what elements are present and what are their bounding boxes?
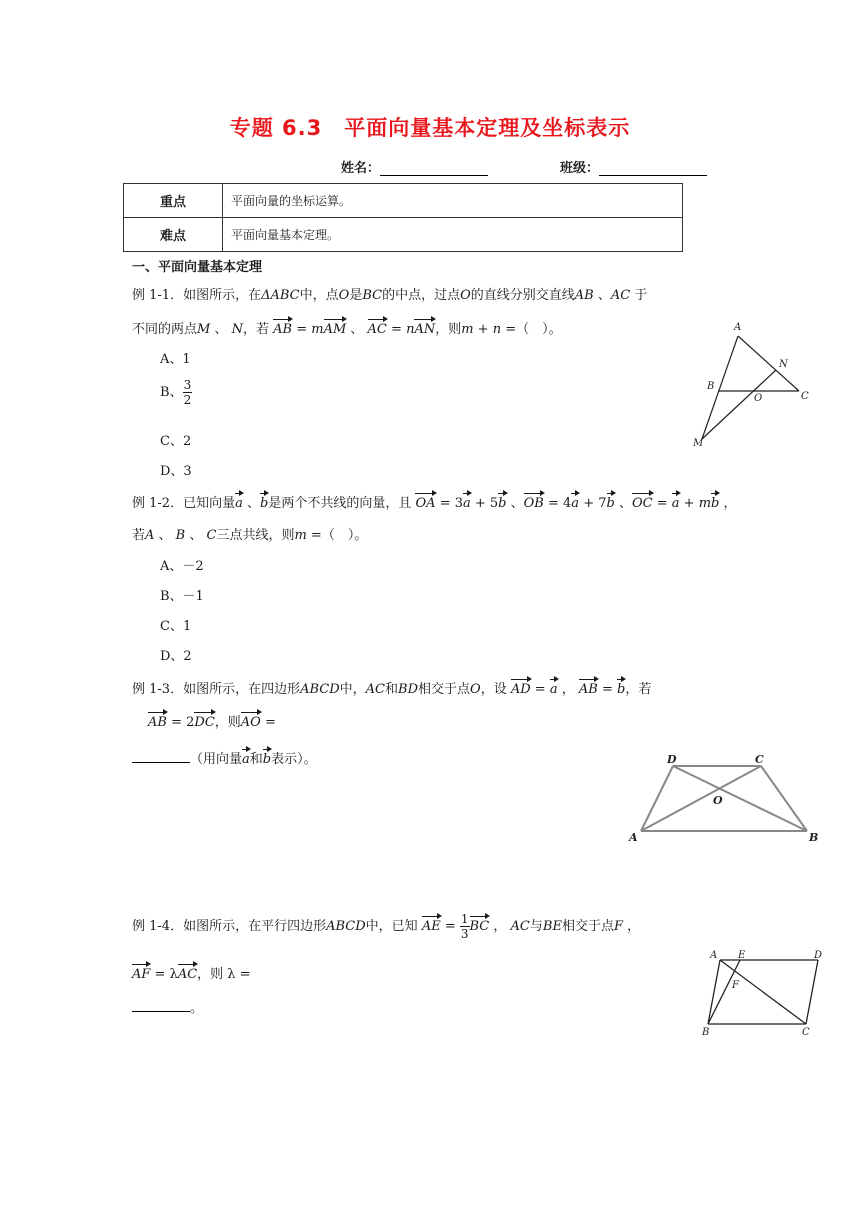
ex4-text: 如图所示，在平行四边形 bbox=[183, 919, 327, 934]
ex3-text: ，设 bbox=[480, 682, 507, 697]
ex2-text: （ ）。 bbox=[321, 528, 368, 543]
ex2-text: 若 bbox=[132, 528, 146, 543]
point-label: M bbox=[693, 438, 704, 449]
point-label: O bbox=[713, 794, 723, 807]
ex1-text: 的直线分别交直线 bbox=[470, 288, 575, 303]
point-label: B bbox=[809, 831, 819, 844]
ex1-text: 不同的两点 bbox=[132, 322, 198, 337]
answer-blank[interactable] bbox=[132, 750, 190, 763]
point-label: D bbox=[814, 950, 823, 961]
ex3-text: 相交于点 bbox=[418, 682, 471, 697]
ex3-line2: AB = 2DC，则AO = bbox=[148, 715, 276, 730]
table-cell: 难点 bbox=[124, 218, 223, 252]
section-heading: 一、平面向量基本定理 bbox=[132, 260, 263, 275]
ex2-text: 三点共线，则 bbox=[216, 528, 295, 543]
ex3-text: 中， bbox=[339, 682, 366, 697]
ex1-option-b bbox=[160, 378, 192, 407]
ex3-text: 和 bbox=[385, 682, 399, 697]
ex2-label: 例 1-2． bbox=[132, 496, 184, 511]
fraction: $\frac{3}{2}$ bbox=[183, 378, 192, 407]
parallelogram-figure bbox=[700, 946, 830, 1038]
ex3-label: 例 1-3． bbox=[132, 682, 184, 697]
name-field[interactable] bbox=[341, 157, 488, 176]
ex2-text: 是两个不共线的向量，且 bbox=[268, 496, 412, 511]
table-row bbox=[124, 184, 683, 218]
ex1-text: ，则 bbox=[435, 322, 462, 337]
ex4-line3 bbox=[132, 997, 203, 1016]
ex1-line2: 不同的两点M 、 N，若 AB = mAM 、 AC = nAN，则m + n =（ ）。 bbox=[132, 322, 562, 337]
ex3-text: 和 bbox=[249, 752, 263, 767]
table-cell: 重点 bbox=[124, 184, 223, 218]
point-label: A bbox=[710, 950, 718, 961]
fraction: $\frac{1}{3}$ bbox=[460, 912, 469, 941]
ex2-text: 已知向量 bbox=[183, 496, 236, 511]
point-label: B bbox=[707, 381, 715, 392]
ex2-line1: 例 1-2．已知向量a 、b是两个不共线的向量，且 OA = 3a + 5b 、OB = 4a + 7b 、OC = a + mb ， bbox=[132, 496, 737, 511]
table-cell: 平面向量基本定理。 bbox=[223, 218, 683, 252]
page-title bbox=[0, 112, 860, 142]
ex1-text: 是 bbox=[349, 288, 363, 303]
table-row bbox=[124, 218, 683, 252]
ex4-text: 中，已知 bbox=[365, 919, 418, 934]
triangle-figure bbox=[690, 318, 820, 454]
ex3-text: 表示）。 bbox=[271, 752, 317, 767]
point-label: C bbox=[802, 1027, 810, 1038]
ex3-line1: 例 1-3．如图所示，在四边形ABCD中，AC和BD相交于点O，设 AD = a ， AB = b，若 bbox=[132, 682, 652, 697]
ex2-line2: 若A 、 B 、 C三点共线，则m =（ ）。 bbox=[132, 528, 368, 543]
ex1-text: 中，点 bbox=[299, 288, 339, 303]
point-label: A bbox=[629, 831, 638, 844]
ex1-option-a: A、1 bbox=[160, 352, 191, 367]
ex2-option-c: C、1 bbox=[160, 619, 192, 634]
class-blank[interactable] bbox=[599, 161, 707, 176]
ex1-text: （ ）。 bbox=[516, 322, 562, 337]
point-label: B bbox=[702, 1027, 710, 1038]
point-label: F bbox=[732, 980, 739, 991]
ex4-text: 相交于点 bbox=[561, 919, 614, 934]
quadrilateral-figure bbox=[625, 752, 825, 848]
ex4-label: 例 1-4． bbox=[132, 919, 184, 934]
option-label: B、 bbox=[160, 385, 183, 400]
class-field[interactable] bbox=[560, 157, 707, 176]
point-label: E bbox=[738, 950, 746, 961]
point-label: D bbox=[667, 753, 677, 766]
point-label: C bbox=[755, 753, 764, 766]
ex4-line2: AF = λAC，则 λ = bbox=[132, 967, 251, 982]
title-prefix: 专题 6.3 bbox=[229, 116, 323, 140]
ex4-text: 。 bbox=[190, 1001, 204, 1016]
key-points-table bbox=[123, 183, 683, 252]
ex4-line1: 例 1-4．如图所示，在平行四边形ABCD中，已知 AE = $\frac{1}{3}$ BC ， AC与BE相交于点F ， bbox=[132, 912, 641, 941]
ex1-text: ，若 bbox=[242, 322, 269, 337]
ex1-text: 的中点，过点 bbox=[382, 288, 461, 303]
ex2-option-d: D、2 bbox=[160, 649, 192, 664]
ex4-text: 与 bbox=[529, 919, 543, 934]
ex3-line3: （用向量a和b表示）。 bbox=[132, 748, 317, 767]
ex1-option-d: D、3 bbox=[160, 464, 192, 479]
ex2-option-b: B、－1 bbox=[160, 589, 204, 604]
ex1-text: 如图所示，在 bbox=[183, 288, 262, 303]
point-label: N bbox=[779, 359, 788, 370]
ex3-text: ，则 bbox=[214, 715, 241, 730]
ex3-text: 如图所示，在四边形 bbox=[183, 682, 301, 697]
name-blank[interactable] bbox=[380, 161, 488, 176]
answer-blank[interactable] bbox=[132, 999, 190, 1012]
name-label: 姓名： bbox=[341, 161, 381, 176]
table-cell: 平面向量的坐标运算。 bbox=[223, 184, 683, 218]
ex2-option-a: A、－2 bbox=[160, 559, 204, 574]
point-label: A bbox=[734, 322, 742, 333]
point-label: O bbox=[754, 393, 763, 404]
ex4-text: ，则 λ = bbox=[197, 967, 251, 982]
ex1-label: 例 1-1． bbox=[132, 288, 184, 303]
ex1-option-c: C、2 bbox=[160, 434, 192, 449]
point-label: C bbox=[801, 391, 809, 402]
title-main: 平面向量基本定理及坐标表示 bbox=[344, 116, 631, 140]
ex3-text: （用向量 bbox=[190, 752, 243, 767]
ex3-text: ，若 bbox=[625, 682, 652, 697]
math-text: ΔABC bbox=[261, 288, 300, 303]
class-label: 班级： bbox=[560, 161, 600, 176]
ex1-line1: 例 1-1．如图所示，在ΔABC中，点O是BC的中点，过点O的直线分别交直线AB 、AC 于 bbox=[132, 288, 648, 303]
